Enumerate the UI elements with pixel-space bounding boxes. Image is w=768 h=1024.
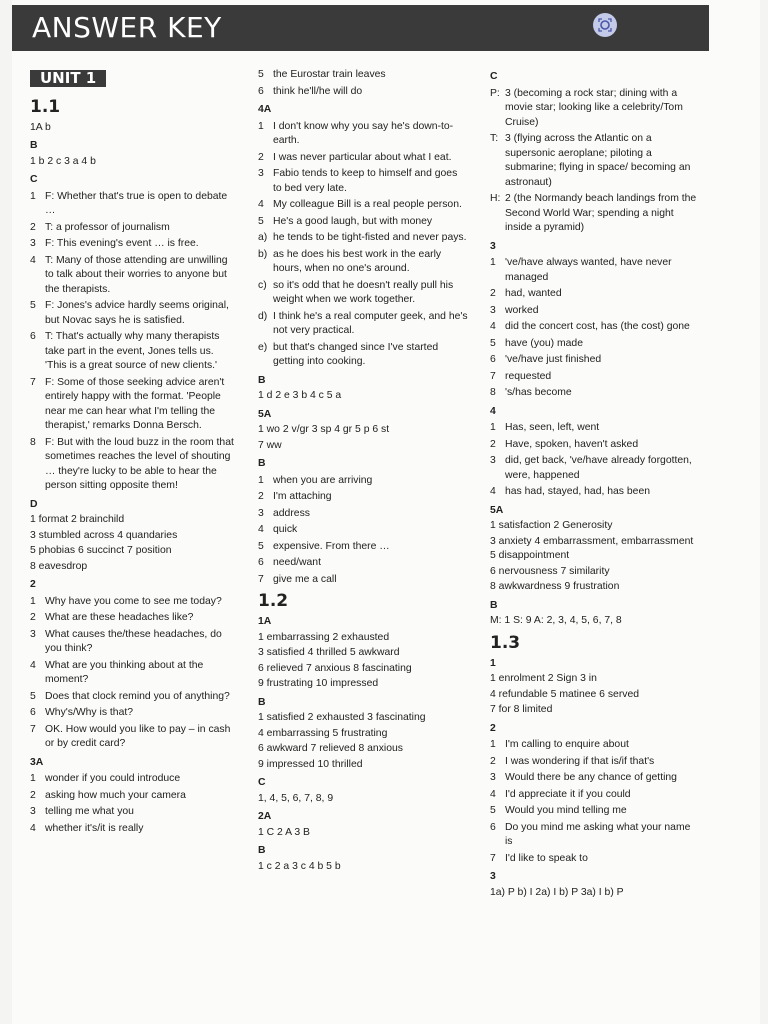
answer-line: 8 eavesdrop xyxy=(30,560,88,572)
exercise-label: 5A xyxy=(490,504,504,516)
exercise-label: 3 xyxy=(490,871,496,882)
answer-number: 2 xyxy=(490,438,496,450)
answer-text: had, wanted xyxy=(505,288,562,299)
section-heading: 1.2 xyxy=(258,591,289,611)
page-title: ANSWER KEY xyxy=(32,11,222,44)
answer-item xyxy=(30,659,235,688)
answer-item xyxy=(258,198,468,213)
answer-text: as he does his best work in the early hours, when no one's around. xyxy=(273,248,442,274)
answer-text: Does that clock remind you of anything? xyxy=(45,690,230,702)
answer-text: has had, stayed, had, has been xyxy=(505,486,651,497)
answer-number: P: xyxy=(490,87,500,99)
exercise-label: D xyxy=(30,498,38,510)
answer-number: 3 xyxy=(30,238,36,249)
answer-line: 1 c 2 a 3 c 4 b 5 b xyxy=(258,860,341,872)
answer-number: 4 xyxy=(490,788,496,800)
column-left xyxy=(30,66,235,838)
answer-text: I'm attaching xyxy=(273,491,332,502)
answer-line: 4 refundable 5 matinee 6 served xyxy=(490,688,640,700)
answer-item xyxy=(258,279,468,308)
answer-line: 1A b xyxy=(30,121,51,133)
answer-text: Do you mind me asking what your name is xyxy=(505,821,691,847)
answer-text: worked xyxy=(505,304,539,316)
answer-item xyxy=(258,167,468,196)
answer-text: What are you thinking about at the moment? xyxy=(45,659,204,685)
answer-item xyxy=(490,804,700,819)
answer-line: 5 phobias 6 succinct 7 position xyxy=(30,545,172,556)
answer-number: 2 xyxy=(490,755,496,767)
answer-text: What causes the/these headaches, do you think? xyxy=(45,628,222,654)
answer-line: 9 frustrating 10 impressed xyxy=(258,678,379,689)
answer-text: Would you mind telling me xyxy=(505,805,627,816)
answer-text: give me a call xyxy=(273,573,337,585)
answer-number: 4 xyxy=(490,321,496,332)
answer-number: c) xyxy=(258,279,267,291)
answer-number: 3 xyxy=(490,304,496,316)
answer-item xyxy=(258,573,468,588)
answer-text: Would there be any chance of getting xyxy=(505,772,677,783)
exercise-label: C xyxy=(258,777,266,788)
answer-item xyxy=(30,237,235,252)
answer-item xyxy=(490,755,700,770)
answer-line: M: 1 S: 9 A: 2, 3, 4, 5, 6, 7, 8 xyxy=(490,615,622,626)
answer-number: 8 xyxy=(490,387,496,398)
answer-item xyxy=(258,310,468,339)
answer-item xyxy=(490,852,700,867)
exercise-label: 2 xyxy=(490,722,496,734)
answer-item xyxy=(490,421,700,436)
answer-text: I was never particular about what I eat. xyxy=(273,151,452,163)
answer-text: T: Many of those attending are unwilling to talk about their worries to anyone but the therapists. xyxy=(45,254,228,295)
exercise-label: 3 xyxy=(490,240,496,252)
answer-item xyxy=(490,454,700,483)
answer-number: 4 xyxy=(30,659,36,671)
answer-number: b) xyxy=(258,248,268,260)
exercise-label: 1 xyxy=(490,657,496,669)
answer-text: I'm calling to enquire about xyxy=(505,739,629,750)
answer-text: T: That's actually why many therapists take part in the event, Jones tells us. 'This is a great source of new clients.' xyxy=(45,331,220,371)
answer-number: 5 xyxy=(258,215,264,227)
answer-text: 2 (the Normandy beach landings from the Second World War; spending a night inside a pyramid) xyxy=(505,193,697,233)
answer-number: 2 xyxy=(258,491,264,502)
answer-number: 1 xyxy=(30,773,36,784)
answer-number: 1 xyxy=(490,739,496,750)
answer-item xyxy=(30,376,235,434)
answer-number: 6 xyxy=(258,557,264,568)
answer-item xyxy=(30,595,235,610)
answer-item xyxy=(258,248,468,277)
answer-item xyxy=(490,320,700,335)
answer-text: He's a good laugh, but with money xyxy=(273,215,433,227)
answer-number: 5 xyxy=(30,690,36,702)
answer-text: What are these headaches like? xyxy=(45,612,194,623)
answer-text: 've/have just finished xyxy=(505,354,602,365)
answer-text: but that's changed since I've started getting into cooking. xyxy=(273,341,439,367)
answer-number: 1 xyxy=(258,120,264,132)
answer-line: 3 anxiety 4 embarrassment, embarrassment 5 disappointment xyxy=(490,535,694,561)
answer-line: 8 awkwardness 9 frustration xyxy=(490,581,620,592)
answer-number: 6 xyxy=(30,331,36,342)
answer-item xyxy=(490,771,700,786)
exercise-label: B xyxy=(258,374,266,386)
answer-text: did the concert cost, has (the cost) gone xyxy=(505,321,690,332)
unit-heading: UNIT 1 xyxy=(30,70,106,87)
section-heading: 1.3 xyxy=(490,632,521,653)
answer-item xyxy=(490,132,700,190)
answer-number: 3 xyxy=(258,507,264,519)
answer-number: 4 xyxy=(258,524,264,535)
answer-number: 7 xyxy=(490,370,496,382)
answer-line: 6 nervousness 7 similarity xyxy=(490,565,610,577)
answer-number: 5 xyxy=(30,300,36,311)
answer-item xyxy=(30,690,235,705)
answer-item xyxy=(258,523,468,538)
answer-line: 1 wo 2 v/gr 3 sp 4 gr 5 p 6 st xyxy=(258,424,390,435)
answer-text: Has, seen, left, went xyxy=(505,422,600,433)
answer-item xyxy=(258,556,468,571)
answer-text: need/want xyxy=(273,557,321,568)
answer-line: 1 format 2 brainchild xyxy=(30,514,125,525)
answer-item xyxy=(30,822,235,837)
answer-number: 1 xyxy=(490,422,496,433)
answer-item xyxy=(490,337,700,352)
answer-item xyxy=(258,341,468,370)
answer-item xyxy=(490,788,700,803)
answer-number: 7 xyxy=(490,852,496,864)
answer-text: Why's/Why is that? xyxy=(45,707,134,718)
answer-text: Have, spoken, haven't asked xyxy=(505,438,639,450)
exercise-label: B xyxy=(258,696,266,708)
answer-text: whether it's/it is really xyxy=(45,822,144,834)
answer-text: wonder if you could introduce xyxy=(45,773,181,784)
answer-text: he tends to be tight-fisted and never pays. xyxy=(273,232,467,243)
answer-number: 6 xyxy=(490,354,496,365)
answer-line: 1 embarrassing 2 exhausted xyxy=(258,631,390,643)
answer-item xyxy=(30,299,235,328)
exercise-label: 2 xyxy=(30,579,36,590)
answer-line: 1 C 2 A 3 B xyxy=(258,826,310,838)
answer-item xyxy=(30,330,235,374)
answer-text: the Eurostar train leaves xyxy=(273,69,386,80)
exercise-label: 4 xyxy=(490,405,496,417)
answer-number: 6 xyxy=(258,85,264,97)
answer-number: 1 xyxy=(30,190,36,202)
answer-text: OK. How would you like to pay – in cash or by credit card? xyxy=(45,723,231,749)
answer-item xyxy=(490,287,700,302)
answer-text: F: Whether that's true is open to debate … xyxy=(45,190,228,216)
answer-line: 1 satisfaction 2 Generosity xyxy=(490,520,613,531)
answer-item xyxy=(30,805,235,820)
answer-text: F: Some of those seeking advice aren't entirely happy with the format. 'People near me can hear what I'm telling the therapist,' remarks Donna Bersch. xyxy=(45,376,225,431)
column-middle xyxy=(258,66,468,875)
answer-item xyxy=(30,436,235,494)
answer-text: F: This evening's event … is free. xyxy=(45,238,199,249)
answer-item xyxy=(490,485,700,500)
answer-item xyxy=(30,789,235,804)
answer-item xyxy=(490,438,700,453)
answer-item xyxy=(30,190,235,219)
exercise-label: B xyxy=(258,458,266,469)
answer-text: My colleague Bill is a real people person. xyxy=(273,199,462,210)
answer-item xyxy=(30,772,235,787)
exercise-label: B xyxy=(258,845,266,856)
answer-line: 9 impressed 10 thrilled xyxy=(258,758,363,770)
answer-line: 1 b 2 c 3 a 4 b xyxy=(30,155,96,167)
answer-number: 3 xyxy=(490,772,496,783)
section-heading: 1.1 xyxy=(30,96,61,117)
answer-line: 7 for 8 limited xyxy=(490,704,553,715)
answer-number: 4 xyxy=(490,486,496,497)
answer-item xyxy=(258,85,468,100)
answer-text: I was wondering if that is/if that's xyxy=(505,755,655,767)
exercise-label: 3A xyxy=(30,756,44,768)
answer-key-header xyxy=(12,5,709,51)
answer-text: requested xyxy=(505,370,552,382)
answer-text: T: a professor of journalism xyxy=(45,221,170,233)
answer-number: 2 xyxy=(30,612,36,623)
answer-number: 1 xyxy=(30,595,36,607)
answer-text: think he'll/he will do xyxy=(273,85,363,97)
answer-number: 6 xyxy=(490,821,496,833)
answer-number: e) xyxy=(258,341,268,353)
answer-item xyxy=(30,221,235,236)
answer-text: expensive. From there … xyxy=(273,540,390,552)
answer-item xyxy=(258,231,468,246)
answer-text: I'd like to speak to xyxy=(505,852,588,864)
answer-item xyxy=(30,723,235,752)
answer-item xyxy=(490,304,700,319)
answer-item xyxy=(490,738,700,753)
answer-item xyxy=(258,507,468,522)
answer-line: 1 satisfied 2 exhausted 3 fascinating xyxy=(258,712,426,723)
answer-text: Fabio tends to keep to himself and goes to bed very late. xyxy=(273,168,458,194)
answer-text: so it's odd that he doesn't really pull his weight when we work together. xyxy=(273,279,454,305)
answer-number: d) xyxy=(258,310,268,322)
answer-text: when you are arriving xyxy=(273,474,373,486)
answer-number: 3 xyxy=(30,628,36,640)
answer-number: T: xyxy=(490,133,499,144)
answer-number: 5 xyxy=(258,69,264,80)
answer-item xyxy=(258,474,468,489)
answer-line: 3 stumbled across 4 quandaries xyxy=(30,529,178,541)
answer-item xyxy=(258,215,468,230)
answer-text: I think he's a real computer geek, and he's not very practical. xyxy=(273,310,468,336)
answer-item xyxy=(30,611,235,626)
exercise-label: C xyxy=(30,174,38,185)
answer-line: 1 d 2 e 3 b 4 c 5 a xyxy=(258,390,342,401)
answer-line: 3 satisfied 4 thrilled 5 awkward xyxy=(258,647,400,658)
exercise-label: 5A xyxy=(258,408,272,420)
answer-item xyxy=(490,386,700,401)
answer-line: 6 relieved 7 anxious 8 fascinating xyxy=(258,662,412,674)
answer-number: 2 xyxy=(30,221,36,233)
answer-text: F: But with the loud buzz in the room that sometimes reaches the level of shouting … they're lucky to be able to hear the person sitting opposite them! xyxy=(45,436,234,491)
answer-line: 6 awkward 7 relieved 8 anxious xyxy=(258,743,403,754)
answer-item xyxy=(258,68,468,83)
answer-item xyxy=(258,490,468,505)
exercise-label: 2A xyxy=(258,811,272,822)
answer-number: 8 xyxy=(30,436,36,448)
answer-text: 3 (flying across the Atlantic on a supersonic aeroplane; piloting a submarine; flying in space/ becoming an astronaut) xyxy=(505,133,691,188)
answer-number: a) xyxy=(258,232,268,243)
answer-item xyxy=(490,256,700,285)
answer-text: I'd appreciate it if you could xyxy=(505,788,631,800)
answer-number: 3 xyxy=(30,806,36,817)
answer-number: 4 xyxy=(258,199,264,210)
answer-item xyxy=(258,120,468,149)
answer-number: 7 xyxy=(30,376,36,388)
answer-number: 4 xyxy=(30,822,36,834)
answer-number: 5 xyxy=(258,540,264,552)
exercise-label: 1A xyxy=(258,616,272,627)
exercise-label: B xyxy=(490,599,498,611)
answer-number: 7 xyxy=(258,573,264,585)
answer-item xyxy=(258,151,468,166)
answer-number: 2 xyxy=(490,288,496,299)
expand-icon[interactable] xyxy=(593,13,617,37)
answer-line: 4 embarrassing 5 frustrating xyxy=(258,727,388,739)
answer-number: 2 xyxy=(258,151,264,163)
exercise-label: C xyxy=(490,71,498,82)
answer-text: 3 (becoming a rock star; dining with a movie star; looking like a celebrity/Tom Cruise) xyxy=(505,87,683,128)
answer-item xyxy=(490,87,700,131)
exercise-label: 4A xyxy=(258,104,272,115)
answer-text: asking how much your camera xyxy=(45,789,186,801)
answer-item xyxy=(490,353,700,368)
answer-item xyxy=(30,706,235,721)
answer-line: 7 ww xyxy=(258,439,282,451)
answer-number: 7 xyxy=(30,723,36,735)
answer-number: 6 xyxy=(30,707,36,718)
answer-number: 3 xyxy=(258,168,264,179)
answer-text: I don't know why you say he's down-to-earth. xyxy=(273,120,454,146)
exercise-label: B xyxy=(30,140,38,151)
answer-text: quick xyxy=(273,524,298,535)
answer-item xyxy=(490,370,700,385)
answer-line: 1a) P b) I 2a) I b) P 3a) I b) P xyxy=(490,886,624,898)
answer-number: H: xyxy=(490,193,501,204)
answer-item xyxy=(30,254,235,298)
answer-text: 've/have always wanted, have never managed xyxy=(505,257,672,283)
column-right xyxy=(490,66,700,901)
answer-text: Why have you come to see me today? xyxy=(45,595,222,607)
answer-number: 1 xyxy=(490,257,496,268)
answer-line: 1 enrolment 2 Sign 3 in xyxy=(490,673,597,684)
answer-text: address xyxy=(273,507,310,519)
answer-item xyxy=(490,821,700,850)
answer-text: did, get back, 've/have already forgotten, were, happened xyxy=(505,455,692,481)
answer-item xyxy=(30,628,235,657)
answer-item xyxy=(490,192,700,236)
answer-number: 5 xyxy=(490,805,496,816)
answer-item xyxy=(258,540,468,555)
answer-text: have (you) made xyxy=(505,337,583,349)
answer-number: 4 xyxy=(30,254,36,266)
answer-line: 1, 4, 5, 6, 7, 8, 9 xyxy=(258,792,334,804)
answer-number: 2 xyxy=(30,789,36,801)
answer-text: F: Jones's advice hardly seems original, but Novac says he is satisfied. xyxy=(45,300,229,326)
answer-number: 5 xyxy=(490,337,496,349)
answer-text: telling me what you xyxy=(45,806,134,817)
answer-number: 3 xyxy=(490,455,496,466)
answer-text: 's/has become xyxy=(505,387,572,398)
answer-number: 1 xyxy=(258,474,264,486)
